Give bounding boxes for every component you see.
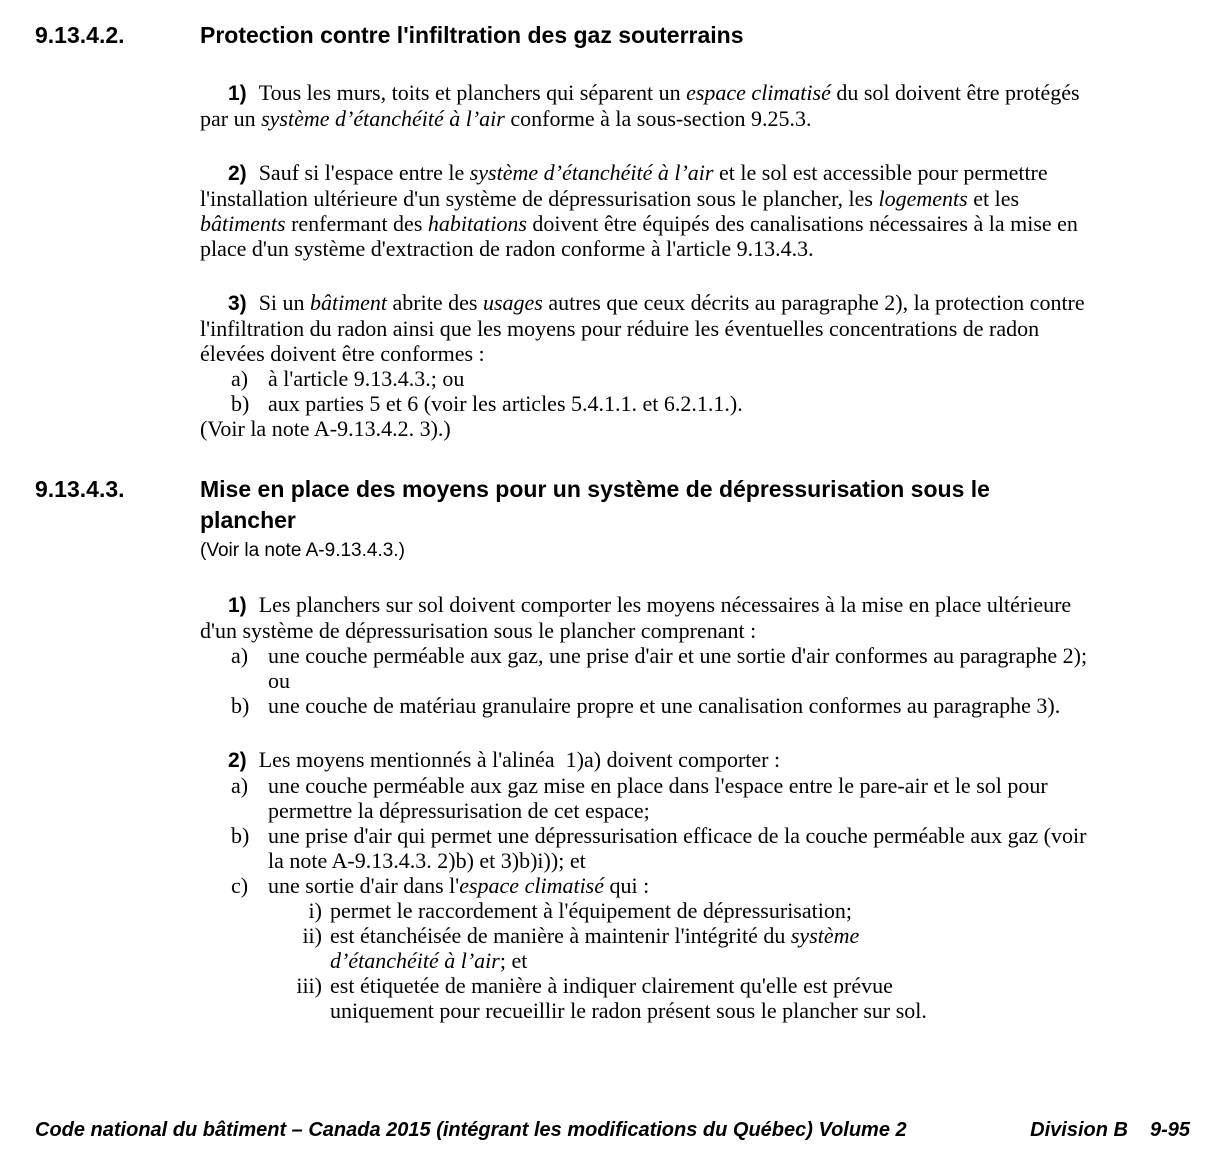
text-run: conforme à la sous-section 9.25.3. — [504, 106, 812, 131]
text-run: qui : — [604, 873, 650, 898]
text-run: abrite des — [387, 290, 483, 315]
article-number: 9.13.4.3. — [35, 476, 125, 502]
clause-label: b) — [231, 823, 250, 848]
defined-term: système d’étanchéité à l’air — [469, 160, 714, 185]
text-run: est étiquetée de manière à indiquer clairement qu'elle est prévue uniquement pour recueillir le radon présent sous le plancher sur sol. — [330, 973, 927, 1023]
footer-document-title: Code national du bâtiment – Canada 2015 (intégrant les modifications du Québec) Volume 2 — [35, 1119, 907, 1141]
text-run: aux parties 5 et 6 (voir les articles 5.4.1.1. et 6.2.1.1.). — [268, 391, 743, 416]
paragraph-text — [200, 80, 1080, 131]
clause-text — [268, 693, 1060, 718]
text-run: autres que ceux décrits au paragraphe 2), la protection contre l'infiltration du radon ainsi que les moyens pour réduire les éventuelles concentrations de radon élevées doivent être conformes : — [200, 290, 1085, 366]
clause-text — [268, 773, 1048, 823]
paragraph-number: 3) — [228, 292, 247, 315]
text-run: Si un — [258, 290, 311, 315]
subclause-text — [330, 973, 927, 1023]
clause-a — [200, 773, 1090, 823]
clause-label: b) — [231, 693, 250, 718]
subclause-label: iii) — [296, 973, 322, 998]
clause-label: b) — [231, 391, 250, 416]
clause-text — [268, 366, 464, 391]
defined-term: bâtiments — [200, 211, 286, 236]
paragraph-number: 2) — [228, 749, 247, 772]
text-run: ; et — [499, 948, 528, 973]
subclause-text — [330, 923, 859, 973]
paragraph-1 — [200, 592, 1090, 643]
clause-b — [200, 391, 1090, 416]
clause-c — [200, 873, 1090, 898]
text-run: du sol doivent être protégés par un — [200, 80, 1080, 131]
page-footer — [35, 1118, 1190, 1142]
article-note-reference: (Voir la note A-9.13.4.3.) — [200, 540, 405, 561]
text-run: Les moyens mentionnés à l'alinéa 1)a) doivent comporter : — [258, 747, 781, 772]
article-number: 9.13.4.2. — [35, 22, 125, 48]
paragraph-1 — [200, 80, 1090, 131]
text-run: à l'article 9.13.4.3.; ou — [268, 366, 465, 391]
clause-label: a) — [231, 366, 249, 391]
defined-term: système d’étanchéité à l’air — [330, 923, 860, 973]
clause-label: c) — [231, 873, 249, 898]
subclause-ii — [200, 923, 950, 973]
article-body — [200, 80, 1090, 441]
defined-term: espace climatisé — [459, 873, 605, 898]
article-title: Protection contre l'infiltration des gaz souterrains — [200, 22, 744, 48]
defined-term: logements — [878, 186, 968, 211]
article-title: Mise en place des moyens pour un système de dépressurisation sous le plancher — [200, 476, 990, 533]
text-run: une couche perméable aux gaz, une prise d'air et une sortie d'air conformes au paragraphe 2); ou — [268, 643, 1088, 693]
text-run: une sortie d'air dans l' — [268, 873, 460, 898]
text-run: une couche de matériau granulaire propre et une canalisation conformes au paragraphe 3). — [268, 693, 1061, 718]
subclause-text — [330, 898, 852, 923]
note-reference: (Voir la note A-9.13.4.2. 3).) — [200, 416, 451, 441]
clause-text — [268, 823, 1086, 873]
paragraph-text — [200, 592, 1071, 643]
clause-b — [200, 693, 1090, 718]
paragraph-number: 1) — [228, 594, 247, 617]
text-run: et les — [967, 186, 1020, 211]
defined-term: bâtiment — [310, 290, 388, 315]
paragraph-3 — [200, 290, 1090, 366]
clause-text — [268, 873, 649, 898]
footer-right — [1030, 1118, 1190, 1142]
footer-division-label: Division B — [1030, 1119, 1128, 1141]
clause-label: a) — [231, 773, 249, 798]
text-run: et le sol est accessible pour permettre l'installation ultérieure d'un système de dépressurisation sous le plancher, les — [200, 160, 1048, 211]
text-run: Les planchers sur sol doivent comporter les moyens nécessaires à la mise en place ultérieure d'un système de dépressurisation sous le plancher comprenant : — [200, 592, 1072, 643]
text-run: Tous les murs, toits et planchers qui séparent un — [258, 80, 687, 105]
paragraph-text — [259, 747, 780, 772]
defined-term: habitations — [427, 211, 527, 236]
subclause-i — [200, 898, 950, 923]
text-run: Sauf si l'espace entre le — [258, 160, 470, 185]
paragraph-text — [200, 290, 1085, 366]
subclause-label: i) — [308, 898, 322, 923]
text-run: une prise d'air qui permet une dépressurisation efficace de la couche perméable aux gaz (voir la note A-9.13.4.3. 2)b) et 3)b)i)); et — [268, 823, 1087, 873]
text-run: doivent être équipés des canalisations nécessaires à la mise en place d'un système d'extraction de radon conforme à l'article 9.13.4.3. — [200, 211, 1078, 261]
clause-a — [200, 643, 1090, 693]
paragraph-number: 2) — [228, 162, 247, 185]
article-9-13-4-2 — [0, 20, 1228, 441]
paragraph-text — [200, 160, 1078, 261]
subclause-label: ii) — [302, 923, 322, 948]
paragraph-2 — [200, 747, 1090, 773]
defined-term: espace climatisé — [686, 80, 831, 105]
defined-term: usages — [482, 290, 543, 315]
defined-term: système d’étanchéité à l’air — [261, 106, 505, 131]
clause-a — [200, 366, 1090, 391]
clause-label: a) — [231, 643, 249, 668]
clause-text — [268, 643, 1087, 693]
paragraph-number: 1) — [228, 82, 247, 105]
article-body — [200, 592, 1090, 1023]
article-9-13-4-3 — [0, 474, 1228, 1023]
subclause-iii — [200, 973, 950, 1023]
footer-page-number: 9-95 — [1149, 1119, 1190, 1141]
text-run: permet le raccordement à l'équipement de dépressurisation; — [330, 898, 852, 923]
text-run: une couche perméable aux gaz mise en place dans l'espace entre le pare-air et le sol pour permettre la dépressurisation de cet espace; — [268, 773, 1048, 823]
text-run: renfermant des — [285, 211, 428, 236]
text-run: est étanchéisée de manière à maintenir l'intégrité du — [330, 923, 791, 948]
clause-text — [268, 391, 743, 416]
clause-b — [200, 823, 1090, 873]
paragraph-2 — [200, 160, 1090, 261]
